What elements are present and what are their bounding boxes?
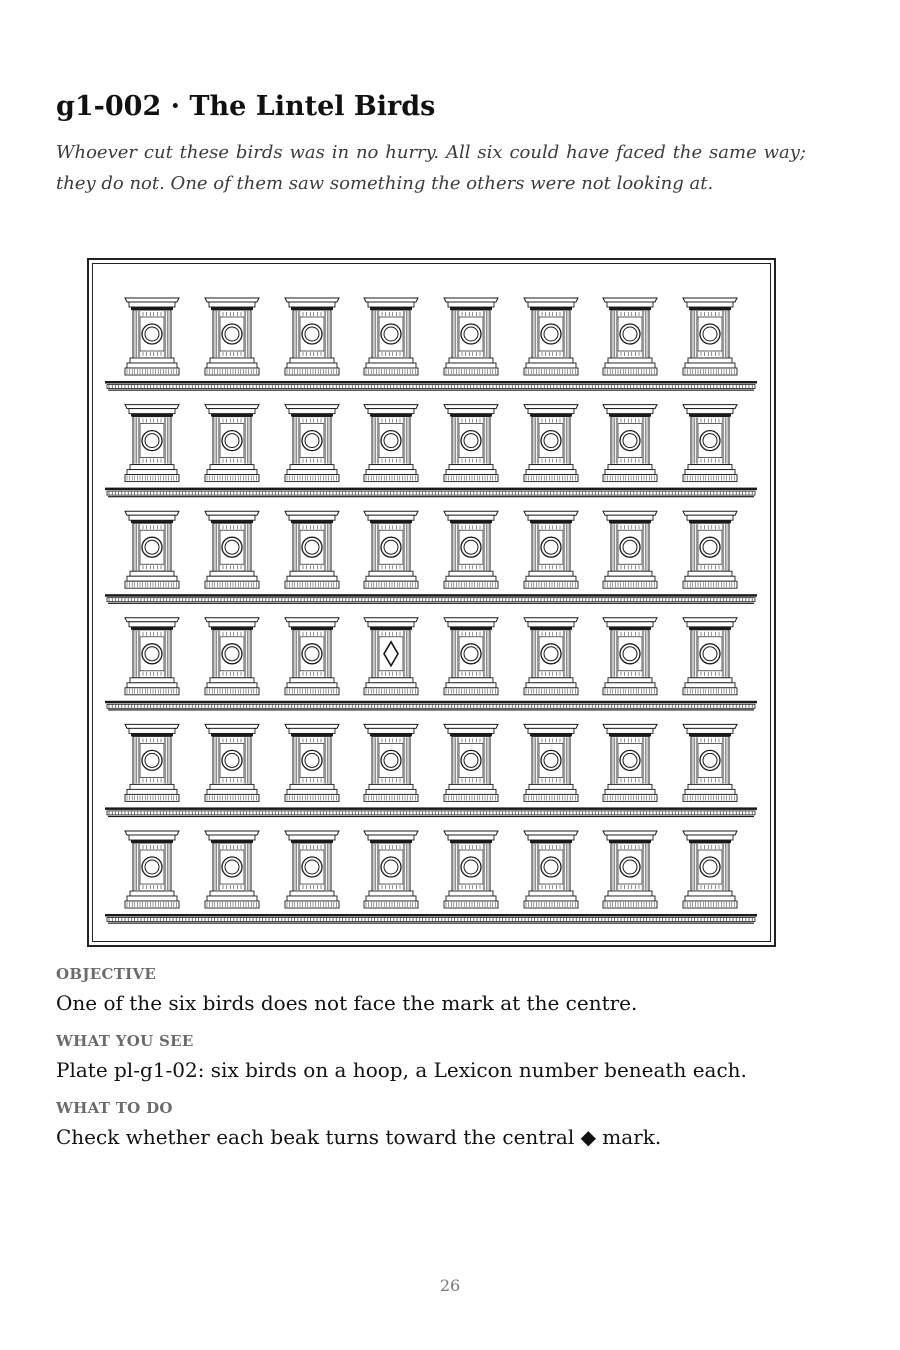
page-title: g1-002 · The Lintel Birds xyxy=(56,91,436,122)
pedestal xyxy=(205,831,259,908)
plate-drawing xyxy=(89,260,774,945)
circle-emblem-icon xyxy=(142,537,162,557)
circle-emblem-icon xyxy=(142,324,162,344)
pedestal xyxy=(364,298,418,375)
pedestal xyxy=(603,298,657,375)
circle-emblem-icon xyxy=(142,750,162,770)
circle-emblem-icon xyxy=(381,857,401,877)
circle-emblem-icon xyxy=(381,324,401,344)
pedestal xyxy=(444,511,498,588)
objective-text: One of the six birds does not face the mark at the centre. xyxy=(56,991,638,1015)
pedestal xyxy=(364,511,418,588)
circle-emblem-icon xyxy=(142,644,162,664)
circle-emblem-icon xyxy=(541,644,561,664)
circle-emblem-icon xyxy=(700,750,720,770)
pedestal xyxy=(364,724,418,801)
circle-emblem-icon xyxy=(461,431,481,451)
pedestal xyxy=(524,298,578,375)
circle-emblem-icon xyxy=(381,431,401,451)
shelf-ledge xyxy=(105,807,757,817)
pedestal xyxy=(205,724,259,801)
pedestal xyxy=(125,298,179,375)
pedestal xyxy=(125,618,179,695)
pedestal xyxy=(524,831,578,908)
pedestal xyxy=(364,405,418,482)
circle-emblem-icon xyxy=(302,644,322,664)
circle-emblem-icon xyxy=(461,644,481,664)
pedestal xyxy=(603,618,657,695)
pedestal xyxy=(683,618,737,695)
pedestal xyxy=(205,618,259,695)
plate-illustration xyxy=(87,258,776,947)
pedestal xyxy=(683,724,737,801)
pedestal xyxy=(524,405,578,482)
circle-emblem-icon xyxy=(461,324,481,344)
shelf-ledge xyxy=(105,914,757,924)
pedestal xyxy=(444,618,498,695)
circle-emblem-icon xyxy=(700,537,720,557)
pedestal xyxy=(683,831,737,908)
pedestal xyxy=(364,831,418,908)
circle-emblem-icon xyxy=(302,750,322,770)
pedestal xyxy=(603,724,657,801)
pedestal xyxy=(444,405,498,482)
circle-emblem-icon xyxy=(222,431,242,451)
pedestal xyxy=(683,405,737,482)
pedestal xyxy=(125,511,179,588)
shelf-ledge xyxy=(105,594,757,604)
circle-emblem-icon xyxy=(541,324,561,344)
pedestal xyxy=(444,298,498,375)
pedestal xyxy=(125,724,179,801)
circle-emblem-icon xyxy=(700,857,720,877)
shelf-ledge xyxy=(105,701,757,711)
circle-emblem-icon xyxy=(700,644,720,664)
circle-emblem-icon xyxy=(620,324,640,344)
pedestal xyxy=(444,831,498,908)
circle-emblem-icon xyxy=(620,431,640,451)
circle-emblem-icon xyxy=(541,750,561,770)
circle-emblem-icon xyxy=(142,431,162,451)
circle-emblem-icon xyxy=(541,431,561,451)
pedestal xyxy=(125,405,179,482)
pedestal xyxy=(683,511,737,588)
pedestal xyxy=(285,618,339,695)
circle-emblem-icon xyxy=(302,857,322,877)
circle-emblem-icon xyxy=(302,324,322,344)
shelf-ledge xyxy=(105,381,757,391)
pedestal xyxy=(683,298,737,375)
circle-emblem-icon xyxy=(142,857,162,877)
shelf-ledge xyxy=(105,488,757,498)
circle-emblem-icon xyxy=(381,537,401,557)
what-to-do-label: WHAT TO DO xyxy=(56,1099,173,1117)
circle-emblem-icon xyxy=(461,750,481,770)
pedestal xyxy=(205,511,259,588)
circle-emblem-icon xyxy=(222,857,242,877)
pedestal xyxy=(285,724,339,801)
circle-emblem-icon xyxy=(700,324,720,344)
circle-emblem-icon xyxy=(222,324,242,344)
circle-emblem-icon xyxy=(222,750,242,770)
what-to-do-text: Check whether each beak turns toward the central ◆ mark. xyxy=(56,1125,662,1149)
pedestal xyxy=(285,511,339,588)
intro-paragraph: Whoever cut these birds was in no hurry. All six could have faced the same way; they do not. One of them saw something the others were not looking at. xyxy=(56,142,806,194)
circle-emblem-icon xyxy=(541,857,561,877)
pedestal xyxy=(603,405,657,482)
circle-emblem-icon xyxy=(620,750,640,770)
pedestal xyxy=(364,618,418,695)
circle-emblem-icon xyxy=(302,431,322,451)
circle-emblem-icon xyxy=(222,644,242,664)
pedestal xyxy=(524,618,578,695)
pedestal xyxy=(444,724,498,801)
objective-label: OBJECTIVE xyxy=(56,965,157,983)
pedestal xyxy=(125,831,179,908)
pedestal xyxy=(603,511,657,588)
pedestal xyxy=(603,831,657,908)
pedestal xyxy=(285,405,339,482)
pedestal xyxy=(205,405,259,482)
what-you-see-text: Plate pl-g1-02: six birds on a hoop, a Lexicon number beneath each. xyxy=(56,1058,747,1082)
circle-emblem-icon xyxy=(700,431,720,451)
pedestal xyxy=(285,298,339,375)
pedestal xyxy=(285,831,339,908)
circle-emblem-icon xyxy=(541,537,561,557)
circle-emblem-icon xyxy=(620,537,640,557)
circle-emblem-icon xyxy=(461,857,481,877)
what-you-see-label: WHAT YOU SEE xyxy=(56,1032,194,1050)
pedestal xyxy=(205,298,259,375)
pedestal xyxy=(524,724,578,801)
page-number: 26 xyxy=(439,1276,461,1295)
circle-emblem-icon xyxy=(620,644,640,664)
circle-emblem-icon xyxy=(302,537,322,557)
circle-emblem-icon xyxy=(222,537,242,557)
circle-emblem-icon xyxy=(461,537,481,557)
circle-emblem-icon xyxy=(620,857,640,877)
pedestal xyxy=(524,511,578,588)
circle-emblem-icon xyxy=(381,750,401,770)
